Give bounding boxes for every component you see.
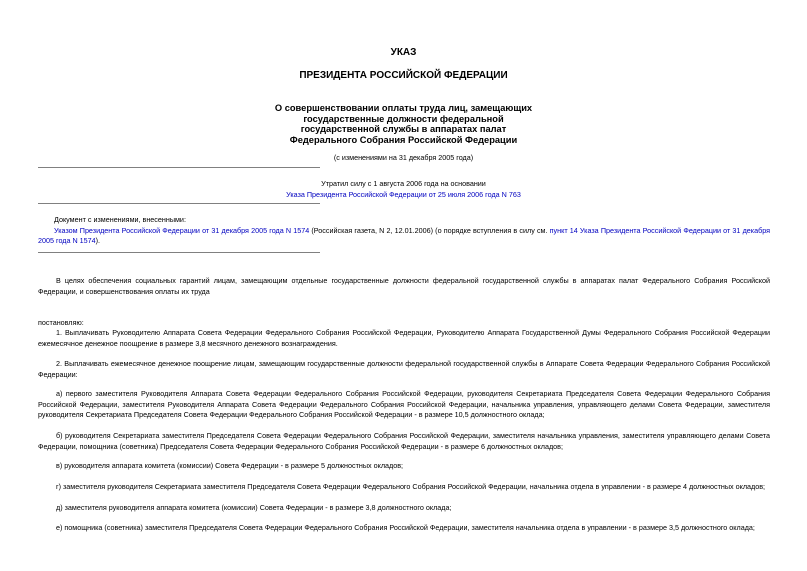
subject-line: государственной службы в аппаратах палат (300, 124, 507, 134)
item-d: д) заместителя руководителя аппарата комитета (комиссии) Совета Федерации - в размере 3,8 должностного оклада; (56, 503, 452, 512)
subject-line: Федерального Собрания Российской Федерации (289, 134, 518, 145)
changes-end: ). (95, 236, 101, 246)
amending-decree-link[interactable]: Указом Президента Российской Федерации от 31 декабря 2005 года N 1574 (54, 226, 310, 235)
item-g: г) заместителя руководителя Секретариата заместителя Председателя Совета Федерации Федерального Собрания Российской Федерации, начальника отдела в управлении - в размере 4 должностных окладов; (56, 482, 766, 491)
divider (38, 252, 320, 253)
preamble-paragraph: В целях обеспечения социальных гарантий лицам, замещающим отдельные государственные должности федеральной государственной службы в аппаратах палат Федерального Собрания Российской Федерации, и совершенствования оплаты их труда (38, 276, 770, 296)
subject-line: О совершенствовании оплаты труда лиц, замещающих (274, 103, 533, 113)
changes-source: (Российская газета, N 2, 12.01.2006) (о порядке вступления в силу см. (309, 226, 550, 235)
decree-word: постановляю: (38, 318, 84, 327)
paragraph-1: 1. Выплачивать Руководителю Аппарата Совета Федерации Федерального Собрания Российской Федерации, Руководителю Аппарата Государственной Думы Федерального Собрания Российской Федерации ежемесячное денежное поощрение в размере 3,8 месячного денежного вознаграждения. (38, 328, 770, 348)
divider (38, 203, 320, 204)
divider (38, 167, 320, 168)
item-e: е) помощника (советника) заместителя Председателя Совета Федерации Федерального Собрания Российской Федерации, заместителя начальника отдела в управлении - в размере 3,5 должностного оклада; (56, 523, 755, 532)
doc-type-title: УКАЗ (390, 47, 417, 58)
item-b: б) руководителя Секретариата заместителя Председателя Совета Федерации Федерального Собрания Российской Федерации, заместителя начальника управления, заместителя управляющего делами Совета Федерации, помощника (советника) Председателя Совета Федерации Федерального Собрания Российской Федерации - в размере 6 должностных окладов; (38, 431, 770, 451)
item-v: в) руководителя аппарата комитета (комиссии) Совета Федерации - в размере 5 должностных окладов; (56, 461, 404, 470)
edition-note: (с изменениями на 31 декабря 2005 года) (333, 153, 474, 162)
paragraph-2: 2. Выплачивать ежемесячное денежное поощрение лицам, замещающим государственные должности федеральной государственной службы в Аппарате Совета Федерации Федерального Собрания Российской Федерации: (38, 359, 770, 379)
item-a: а) первого заместителя Руководителя Аппарата Совета Федерации Федерального Собрания Российской Федерации, руководителя Секретариата Председателя Совета Федерации Федерального Собрания Российской Федерации, заместителя Руководителя Аппарата Совета Федерации Федерального Собрания Российской Федерации, начальника управления, управляющего делами Совета Федерации, заместителя руководителя Секретариата Председателя Совета Федерации Федерального Собрания Российской Федерации - в размере 10,5 должностного оклада; (38, 389, 770, 420)
issuer-title: ПРЕЗИДЕНТА РОССИЙСКОЙ ФЕДЕРАЦИИ (299, 70, 508, 81)
lost-force-text: Утратил силу с 1 августа 2006 года на основании (321, 179, 486, 188)
changes-text (38, 226, 770, 247)
lost-force-link[interactable]: Указа Президента Российской Федерации от 25 июля 2006 года N 763 (286, 190, 521, 199)
changes-intro: Документ с изменениями, внесенными: (54, 215, 186, 224)
subject-line: государственные должности федеральной (303, 113, 504, 124)
doc-subject (0, 103, 807, 145)
entry-into-force-link[interactable]: пункт 14 Указа Президента Российской Федерации от 31 декабря 2005 года N 1574 (38, 226, 771, 246)
